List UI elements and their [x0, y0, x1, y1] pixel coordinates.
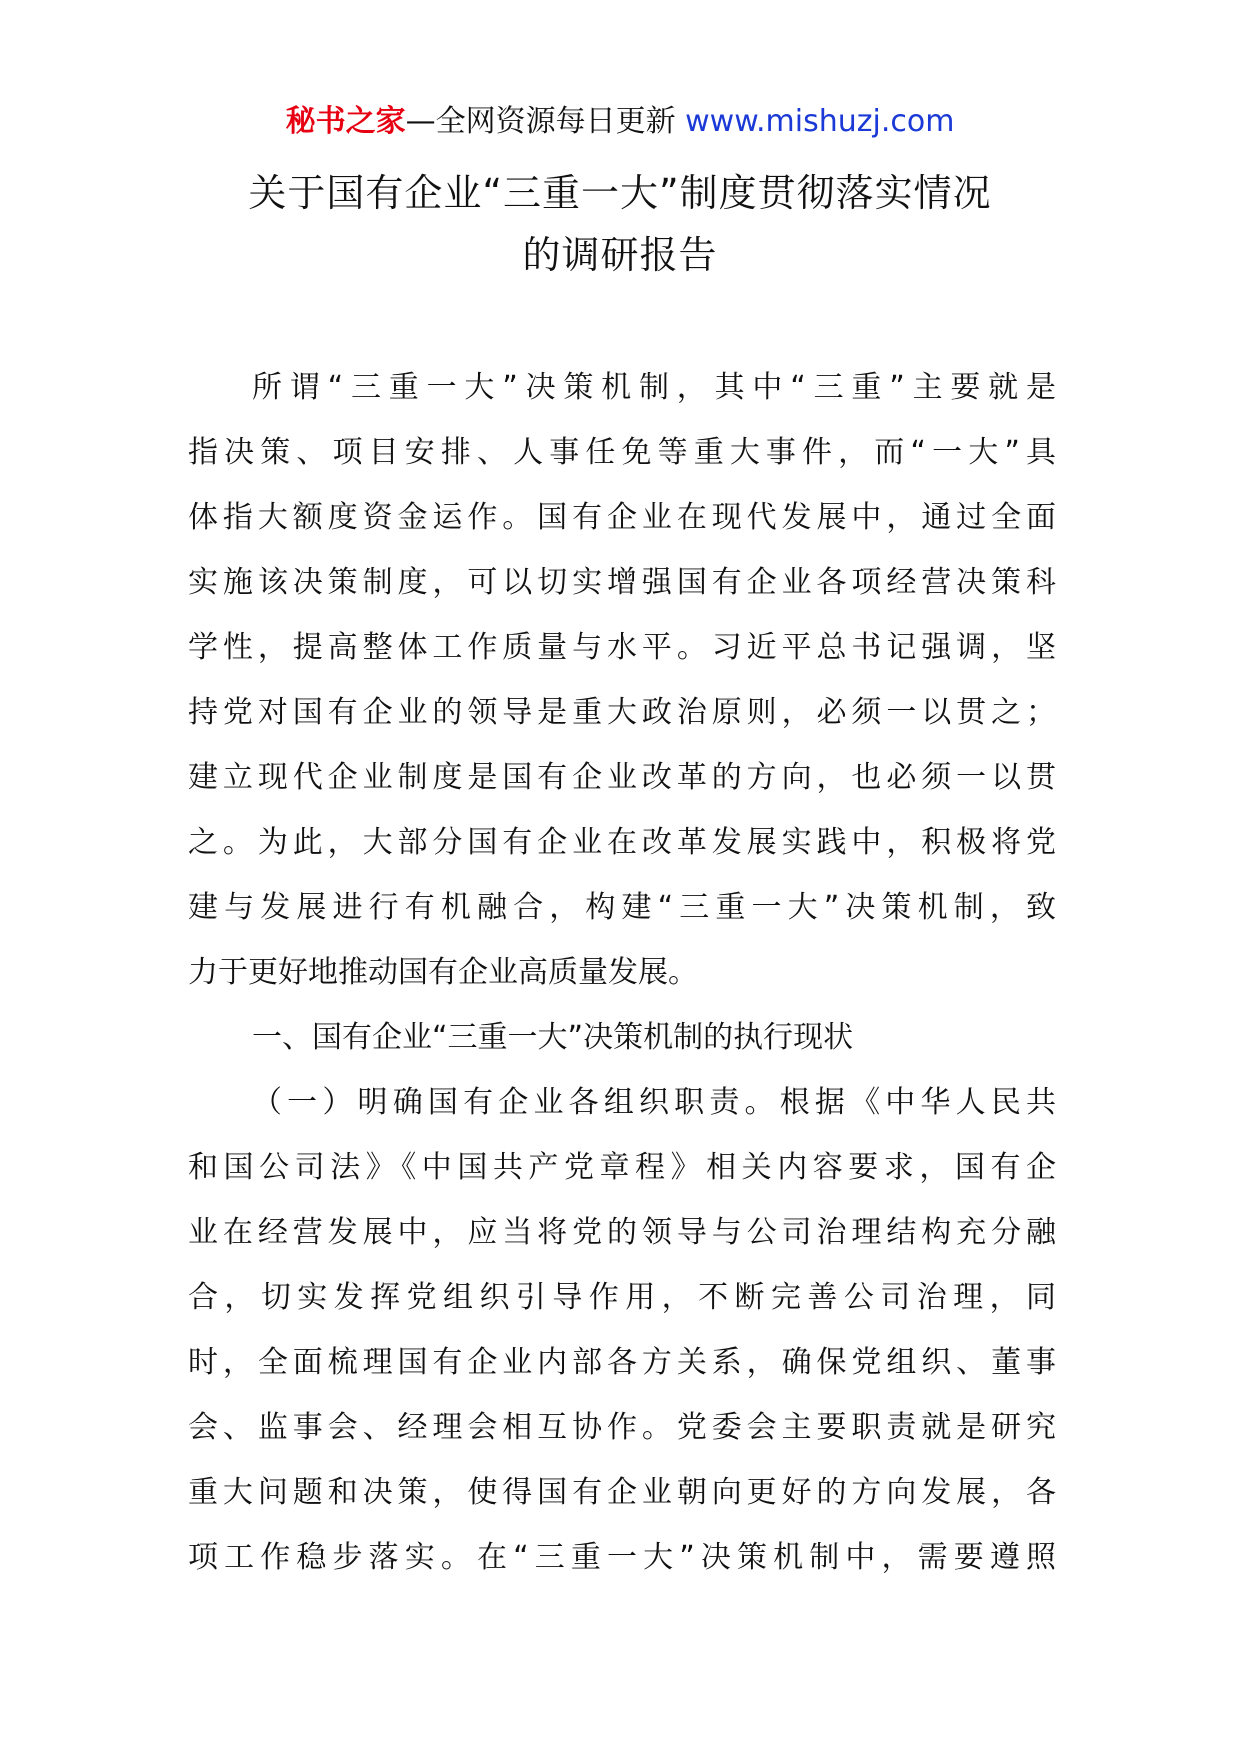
paragraph-line: 合，切实发挥党组织引导作用，不断完善公司治理，同: [188, 1280, 1056, 1315]
paragraph-line: 会、监事会、经理会相互协作。党委会主要职责就是研究: [188, 1410, 1056, 1445]
paragraph-line: 指决策、项目安排、人事任免等重大事件，而“一大”具: [188, 435, 1056, 470]
title-line-1: 关于国有企业“三重一大”制度贯彻落实情况: [248, 171, 992, 215]
section-heading: 一、国有企业“三重一大”决策机制的执行现状: [252, 1020, 854, 1055]
paragraph-line: 建立现代企业制度是国有企业改革的方向，也必须一以贯: [188, 760, 1056, 795]
paragraph-line: 实施该决策制度，可以切实增强国有企业各项经营决策科: [188, 565, 1056, 600]
paragraph-line: 学性，提高整体工作质量与水平。习近平总书记强调，坚: [188, 630, 1056, 665]
paragraph-line: 建与发展进行有机融合，构建“三重一大”决策机制，致: [188, 890, 1056, 925]
paragraph-line: 业在经营发展中，应当将党的领导与公司治理结构充分融: [188, 1215, 1056, 1250]
header-tagline: —全网资源每日更新: [405, 104, 676, 139]
paragraph-line: 项工作稳步落实。在“三重一大”决策机制中，需要遵照: [188, 1540, 1056, 1575]
brand-name: 秘书之家: [285, 104, 406, 139]
document-title: [0, 162, 1240, 286]
document-body: [188, 355, 1056, 1590]
paragraph-line: （一）明确国有企业各组织职责。根据《中华人民共: [252, 1085, 1056, 1120]
paragraph-line: 体指大额度资金运作。国有企业在现代发展中，通过全面: [188, 500, 1056, 535]
title-line-2: 的调研报告: [522, 233, 718, 277]
paragraph-line: 力于更好地推动国有企业高质量发展。: [188, 955, 698, 990]
paragraph-line: 持党对国有企业的领导是重大政治原则，必须一以贯之；: [188, 695, 1056, 730]
paragraph-line: 所谓“三重一大”决策机制，其中“三重”主要就是: [252, 370, 1056, 405]
paragraph-line: 重大问题和决策，使得国有企业朝向更好的方向发展，各: [188, 1475, 1056, 1510]
paragraph-line: 之。为此，大部分国有企业在改革发展实践中，积极将党: [188, 825, 1056, 860]
site-header: [0, 100, 1240, 144]
site-url-link[interactable]: www.mishuzj.com: [685, 104, 955, 139]
paragraph-line: 和国公司法》《中国共产党章程》相关内容要求，国有企: [188, 1150, 1056, 1185]
paragraph-line: 时，全面梳理国有企业内部各方关系，确保党组织、董事: [188, 1345, 1056, 1380]
